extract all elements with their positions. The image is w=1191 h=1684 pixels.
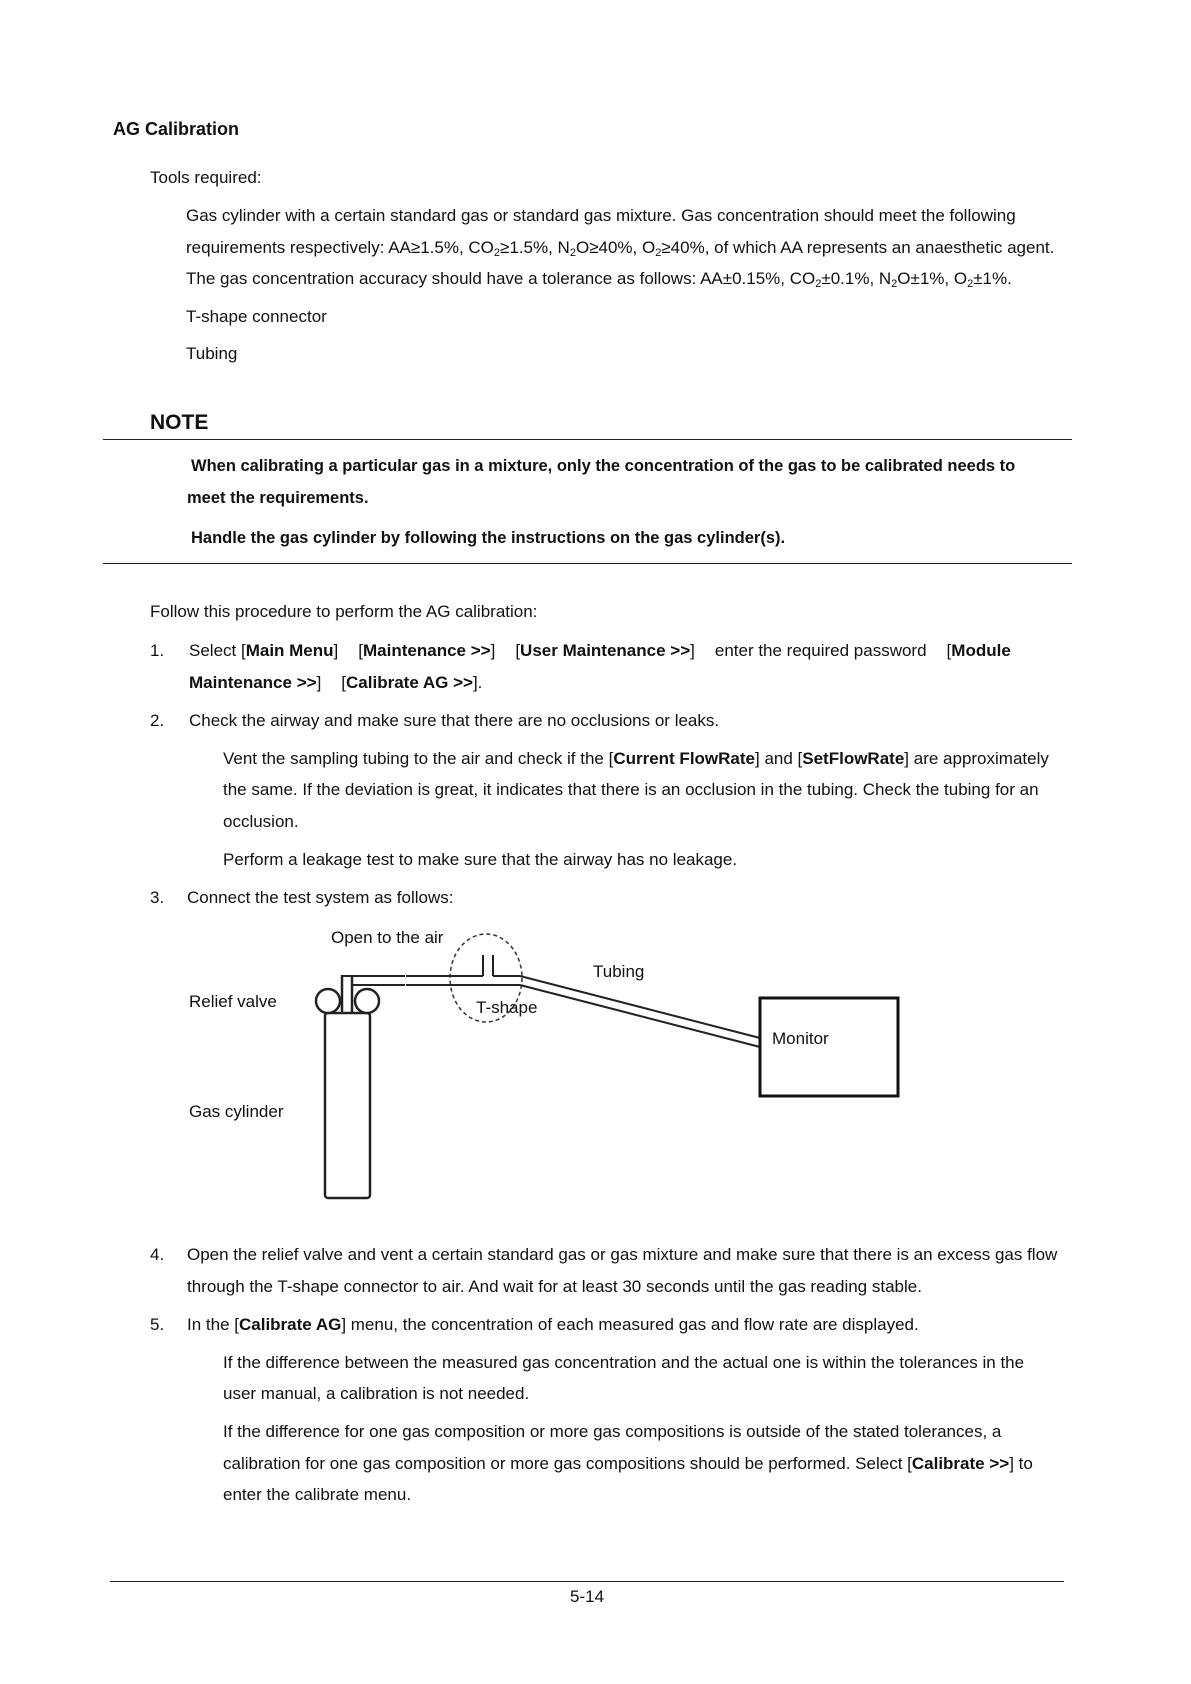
- test-system-diagram: [180, 915, 920, 1205]
- procedure-intro: Follow this procedure to perform the AG calibration:: [150, 602, 538, 621]
- step-1-number: 1.: [150, 641, 165, 660]
- maintenance-label: Maintenance >>: [363, 641, 491, 660]
- step-1-line-2: Maintenance >>] [Calibrate AG >>].: [189, 673, 483, 692]
- step-4-line-2: through the T-shape connector to air. And wait for at least 30 seconds until the gas reading stable.: [187, 1277, 922, 1296]
- step-5-sub-2-line-1: If the difference for one gas composition or more gas compositions is outside of the stated tolerances, a: [223, 1422, 1002, 1441]
- gas-cylinder-body: [325, 1013, 370, 1198]
- label-monitor: Monitor: [772, 1029, 829, 1048]
- user-maintenance-label: User Maintenance >>: [520, 641, 691, 660]
- label-open-to-air: Open to the air: [331, 928, 444, 947]
- step-2-sub-2: Perform a leakage test to make sure that the airway has no leakage.: [223, 850, 738, 869]
- step-5-sub-1-line-1: If the difference between the measured gas concentration and the actual one is within the tolerances in the: [223, 1353, 1025, 1372]
- step-5-sub-1-line-2: user manual, a calibration is not needed.: [223, 1384, 530, 1403]
- module-label: Module: [951, 641, 1011, 660]
- note-item-1-line-1: When calibrating a particular gas in a mixture, only the concentration of the gas to be calibrated needs to: [191, 457, 1016, 475]
- footer-rule: [110, 1581, 1064, 1582]
- tubing-line: [520, 976, 760, 1038]
- step-5-text: In the [Calibrate AG] menu, the concentration of each measured gas and flow rate are displayed.: [187, 1315, 919, 1334]
- step-2-sub-1-line-2: the same. If the deviation is great, it indicates that there is an occlusion in the tubing. Check the tubing for an: [223, 780, 1039, 799]
- step-4-line-1: Open the relief valve and vent a certain standard gas or gas mixture and make sure that there is an excess gas flow: [187, 1245, 1058, 1264]
- label-gas-cylinder: Gas cylinder: [189, 1102, 284, 1121]
- note-top-rule: [103, 439, 1072, 440]
- label-relief-valve: Relief valve: [189, 992, 277, 1011]
- step-4-number: 4.: [150, 1245, 165, 1264]
- note-bottom-rule: [103, 563, 1072, 564]
- step-2-text: Check the airway and make sure that there are no occlusions or leaks.: [189, 711, 720, 730]
- tools-cylinder-line-3: The gas concentration accuracy should have a tolerance as follows: AA±0.15%, $CO_2\pm 0.1\%$, $N_2O\pm 1\%$, $O_2\pm 1\%$.: [186, 269, 1012, 290]
- calibrate-ag-menu-label: Calibrate AG: [238, 1315, 342, 1334]
- label-tubing: Tubing: [593, 962, 645, 981]
- section-heading: AG Calibration: [113, 119, 240, 139]
- calibrate-label: Calibrate >>: [911, 1454, 1010, 1473]
- step-5-sub-2-line-2: calibration for one gas composition or more gas compositions should be performed. Select [Calibrate >>] to: [223, 1454, 1033, 1473]
- tools-connector: T-shape connector: [186, 307, 327, 326]
- tools-tubing: Tubing: [186, 344, 238, 363]
- note-item-2: Handle the gas cylinder by following the instructions on the gas cylinder(s).: [191, 529, 786, 547]
- step-1-line-1: Select [Main Menu] [Maintenance >>] [User Maintenance >>] enter the required password [Module: [189, 641, 1011, 660]
- calibrate-ag-label: Calibrate AG >>: [346, 673, 473, 692]
- step-3-number: 3.: [150, 888, 165, 907]
- tools-intro: Tools required:: [150, 168, 262, 187]
- main-menu-label: Main Menu: [245, 641, 334, 660]
- step-2-number: 2.: [150, 711, 165, 730]
- step-3-text: Connect the test system as follows:: [187, 888, 454, 907]
- relief-valve-right: [355, 989, 379, 1013]
- current-flowrate-label: Current FlowRate: [613, 749, 755, 768]
- step-2-sub-1-line-1: Vent the sampling tubing to the air and check if the [Current FlowRate] and [SetFlowRate] are approximately: [223, 749, 1049, 768]
- step-5-number: 5.: [150, 1315, 165, 1334]
- set-flowrate-label: SetFlowRate: [802, 749, 905, 768]
- note-title: NOTE: [150, 411, 209, 434]
- note-item-1-line-2: meet the requirements.: [187, 489, 369, 507]
- page-number: 5-14: [570, 1587, 605, 1606]
- step-5-sub-2-line-3: enter the calibrate menu.: [223, 1485, 412, 1504]
- tools-cylinder-line-1: Gas cylinder with a certain standard gas or standard gas mixture. Gas concentration should meet the following: [186, 206, 1016, 225]
- tools-cylinder-line-2: requirements respectively: AA≥1.5%, $CO_2\ge 1.5\%$, $N_2O\ge 40\%$, $O_2\ge 40\%$, of which AA represents an anaesthetic agent.: [186, 238, 1055, 259]
- step-2-sub-1-line-3: occlusion.: [223, 812, 299, 831]
- relief-valve-left: [316, 989, 340, 1013]
- label-t-shape: T-shape: [476, 998, 538, 1017]
